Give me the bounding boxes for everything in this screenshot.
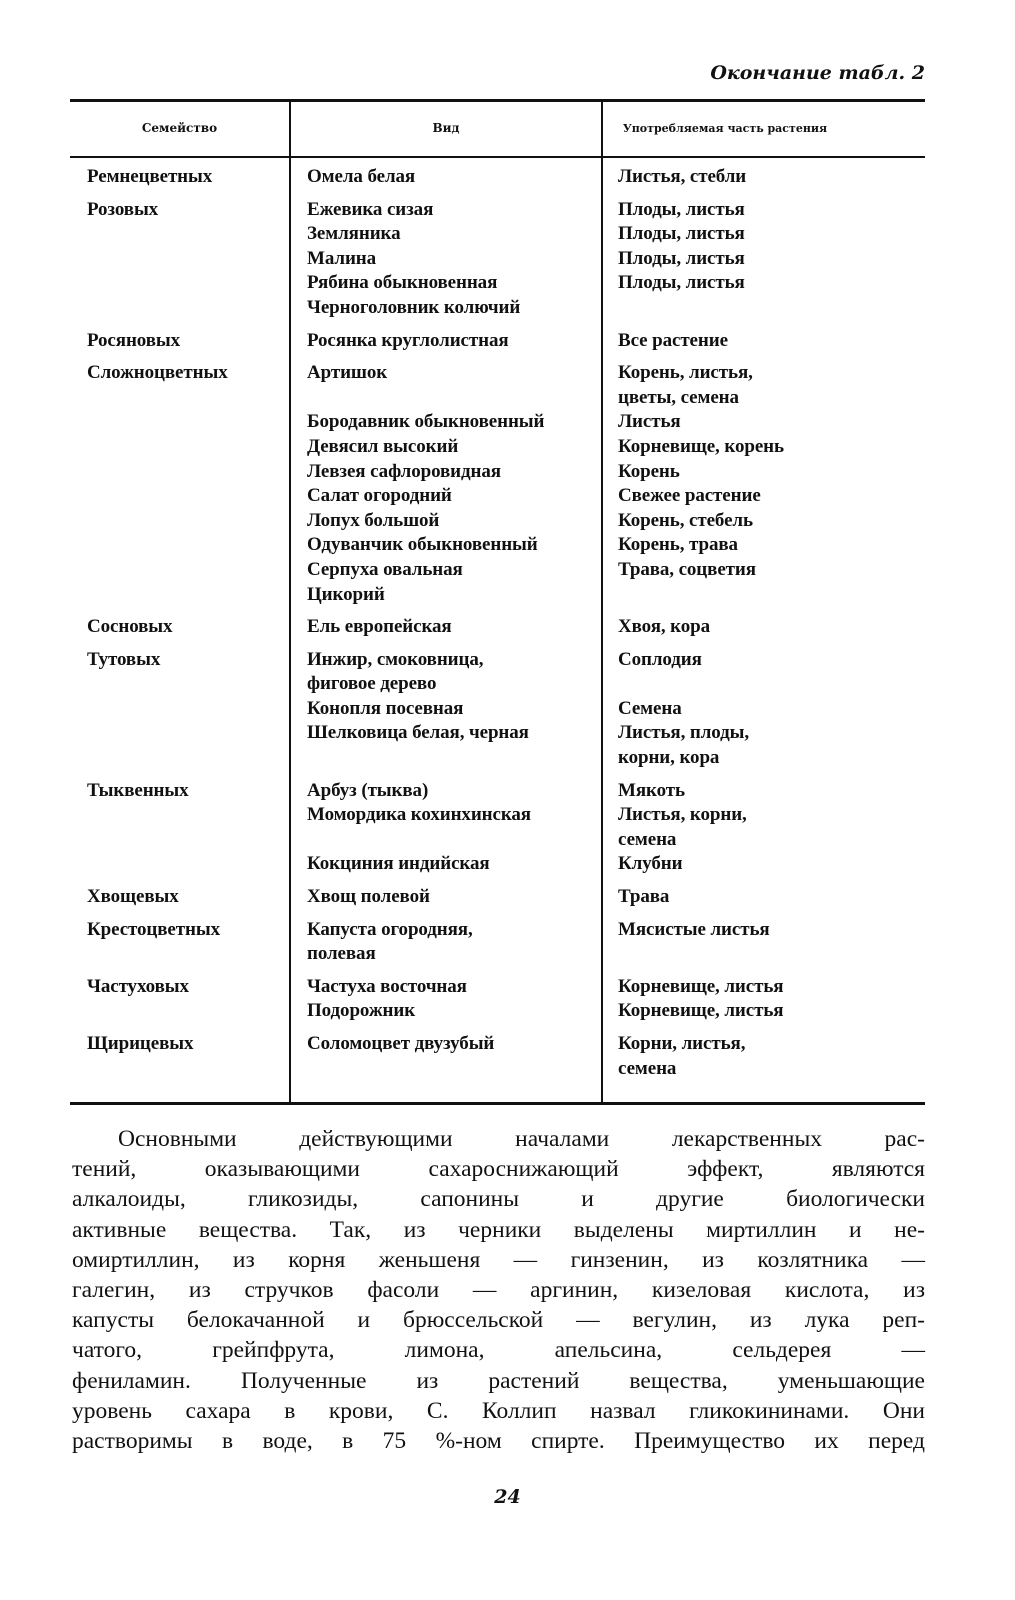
species-cell xyxy=(307,615,597,640)
table-row xyxy=(70,697,925,722)
species-cell xyxy=(307,533,597,558)
part-cell xyxy=(618,803,918,852)
species-cell xyxy=(307,852,597,877)
part-line: Свежее растение xyxy=(618,485,761,507)
part-cell xyxy=(618,198,918,223)
part-line: Плоды, листья xyxy=(618,272,745,294)
table-row xyxy=(70,296,925,321)
part-cell xyxy=(618,852,918,877)
header-family: Семейство xyxy=(141,120,218,135)
species-line: Бородавник обыкновенный xyxy=(307,411,545,433)
part-line: Листья, стебли xyxy=(618,166,747,187)
page-number: 24 xyxy=(494,1486,521,1508)
species-cell xyxy=(307,803,597,828)
part-cell xyxy=(618,697,918,722)
part-cell xyxy=(618,361,918,410)
species-line: Инжир, смоковница, xyxy=(307,648,484,670)
part-line: Корневище, листья xyxy=(618,975,784,997)
species-line: Соломоцвет двузубый xyxy=(307,1033,495,1054)
part-line: Мясистые листья xyxy=(618,918,770,940)
table-bottom-rule xyxy=(70,1102,925,1105)
paragraph-line: уровень сахара в крови, С. Коллип назвал гликокининами. Они xyxy=(72,1397,925,1424)
species-line: Одуванчик обыкновенный xyxy=(307,534,538,556)
species-line: Земляника xyxy=(307,223,401,245)
species-line: Частуха восточная xyxy=(307,975,467,997)
table-row xyxy=(70,271,925,296)
table-row xyxy=(70,484,925,509)
table-body xyxy=(70,165,925,1089)
table-header-rule xyxy=(70,156,925,158)
species-cell xyxy=(307,918,597,967)
table-row xyxy=(70,583,925,608)
species-cell xyxy=(307,165,597,190)
part-cell xyxy=(618,222,918,247)
paragraph-line: омиртиллин, из корня женьшеня — гинзенин, из козлятника — xyxy=(72,1246,925,1273)
part-cell xyxy=(618,329,918,354)
family-cell: Сложноцветных xyxy=(87,362,228,384)
paragraph-line: растворимы в воде, в 75 %-ном спирте. Преимущество их перед xyxy=(72,1428,925,1455)
family-cell: Ремнецветных xyxy=(87,166,213,187)
header-part: Употребляемая часть растения xyxy=(622,121,828,135)
table-row xyxy=(70,509,925,534)
species-line: Цикорий xyxy=(307,583,385,605)
table-row xyxy=(70,615,925,640)
species-cell xyxy=(307,648,597,697)
species-cell xyxy=(307,583,597,608)
part-cell xyxy=(618,533,918,558)
part-cell xyxy=(618,999,918,1024)
species-line: Салат огородний xyxy=(307,485,452,507)
part-cell xyxy=(618,435,918,460)
part-line: Корень, стебель xyxy=(618,509,753,531)
table-row xyxy=(70,165,925,190)
species-cell xyxy=(307,1032,597,1057)
species-line: Ежевика сизая xyxy=(307,198,434,220)
part-cell xyxy=(618,1032,918,1081)
part-line: корни, кора xyxy=(618,747,720,769)
species-line: Росянка круглолистная xyxy=(307,329,509,351)
part-line: Листья, плоды, xyxy=(618,722,750,744)
part-line: Клубни xyxy=(618,853,683,875)
species-line: Конопля посевная xyxy=(307,697,464,719)
species-line: Капуста огородняя, xyxy=(307,918,473,940)
table-row xyxy=(70,885,925,910)
part-line: Соплодия xyxy=(618,648,702,670)
part-line: Корневище, листья xyxy=(618,1000,784,1022)
part-cell xyxy=(618,648,918,673)
part-line: Листья xyxy=(618,411,681,433)
species-line: Малина xyxy=(307,247,377,269)
family-cell: Тутовых xyxy=(87,648,161,670)
table-row xyxy=(70,721,925,770)
species-line: Подорожник xyxy=(307,1000,416,1022)
table-row xyxy=(70,410,925,435)
species-cell xyxy=(307,697,597,722)
paragraph-line: Основными действующими началами лекарственных рас- xyxy=(118,1126,925,1152)
part-line: Корень, листья, xyxy=(618,362,753,384)
table-row xyxy=(70,803,925,852)
body-paragraph xyxy=(72,1124,925,1456)
species-cell xyxy=(307,247,597,272)
part-cell xyxy=(618,165,918,190)
part-line: Корень, трава xyxy=(618,534,738,556)
part-line: Плоды, листья xyxy=(618,223,745,245)
part-line: Семена xyxy=(618,697,682,719)
table-row xyxy=(70,975,925,1000)
part-cell xyxy=(618,509,918,534)
table-row xyxy=(70,648,925,697)
family-cell: Щирицевых xyxy=(87,1033,194,1054)
species-cell xyxy=(307,558,597,583)
part-line: Мякоть xyxy=(618,779,685,801)
species-cell xyxy=(307,435,597,460)
part-cell xyxy=(618,410,918,435)
part-line: Корни, листья, xyxy=(618,1033,746,1054)
part-line: Листья, корни, xyxy=(618,804,747,826)
paragraph-line: активные вещества. Так, из черники выделены миртиллин и не- xyxy=(72,1216,925,1243)
species-cell xyxy=(307,460,597,485)
species-line: Арбуз (тыква) xyxy=(307,779,429,801)
part-line: Трава, соцветия xyxy=(618,558,756,580)
part-cell xyxy=(618,460,918,485)
part-line: Корневище, корень xyxy=(618,435,784,457)
table-row xyxy=(70,779,925,804)
species-line: Момордика кохинхинская xyxy=(307,804,531,826)
table-row xyxy=(70,329,925,354)
part-line: Хвоя, кора xyxy=(618,616,711,638)
part-line: Плоды, листья xyxy=(618,247,745,269)
species-cell xyxy=(307,509,597,534)
table-row xyxy=(70,460,925,485)
table-row xyxy=(70,558,925,583)
table-row xyxy=(70,1032,925,1081)
species-line: фиговое дерево xyxy=(307,673,437,695)
species-cell xyxy=(307,484,597,509)
species-cell xyxy=(307,410,597,435)
family-cell: Тыквенных xyxy=(87,779,189,801)
part-cell xyxy=(618,484,918,509)
species-line: Лопух большой xyxy=(307,509,440,531)
species-cell xyxy=(307,885,597,910)
header-species: Вид xyxy=(432,120,460,135)
part-cell xyxy=(618,975,918,1000)
part-cell xyxy=(618,615,918,640)
plants-table xyxy=(70,99,925,1107)
table-row xyxy=(70,247,925,272)
species-cell xyxy=(307,222,597,247)
paragraph-line: галегин, из стручков фасоли — аргинин, кизеловая кислота, из xyxy=(72,1277,925,1304)
species-cell xyxy=(307,779,597,804)
species-cell xyxy=(307,975,597,1000)
paragraph-line: капусты белокачанной и брюссельской — вегулин, из лука реп- xyxy=(72,1307,925,1334)
species-line: Хвощ полевой xyxy=(307,886,430,908)
species-cell xyxy=(307,999,597,1024)
part-line: семена xyxy=(618,828,677,850)
paragraph-line: алкалоиды, гликозиды, сапонины и другие биологически xyxy=(72,1186,925,1213)
part-line: Корень xyxy=(618,460,680,482)
table-caption: Окончание табл. 2 xyxy=(710,62,925,84)
species-line: Кокциния индийская xyxy=(307,853,490,875)
species-cell xyxy=(307,271,597,296)
family-cell: Росяновых xyxy=(87,329,181,351)
part-line: семена xyxy=(618,1057,677,1079)
family-cell: Розовых xyxy=(87,198,159,220)
species-cell xyxy=(307,361,597,386)
paragraph-line: чатого, грейпфрута, лимона, апельсина, сельдерея — xyxy=(72,1337,925,1364)
family-cell: Сосновых xyxy=(87,616,173,638)
species-cell xyxy=(307,198,597,223)
species-line: Девясил высокий xyxy=(307,435,459,457)
table-row xyxy=(70,999,925,1024)
part-cell xyxy=(618,918,918,943)
species-line: Левзея сафлоровидная xyxy=(307,460,501,482)
species-cell xyxy=(307,721,597,746)
species-line: Ель европейская xyxy=(307,616,452,638)
part-line: Трава xyxy=(618,886,670,908)
species-cell xyxy=(307,329,597,354)
table-row xyxy=(70,918,925,967)
part-line: Плоды, листья xyxy=(618,198,745,220)
part-line: Все растение xyxy=(618,329,728,351)
table-row xyxy=(70,198,925,223)
paragraph-line: тений, оказывающими сахароснижающий эффект, являются xyxy=(72,1156,925,1183)
table-row xyxy=(70,222,925,247)
part-cell xyxy=(618,885,918,910)
part-cell xyxy=(618,247,918,272)
species-line: Черноголовник колючий xyxy=(307,296,521,318)
table-row xyxy=(70,533,925,558)
part-line: цветы, семена xyxy=(618,386,739,408)
paragraph-line: фениламин. Полученные из растений вещества, уменьшающие xyxy=(72,1367,925,1394)
family-cell: Крестоцветных xyxy=(87,918,220,940)
family-cell: Хвощевых xyxy=(87,886,179,908)
species-line: Рябина обыкновенная xyxy=(307,272,498,294)
species-line: полевая xyxy=(307,943,376,965)
part-cell xyxy=(618,558,918,583)
table-top-rule xyxy=(70,99,925,102)
species-line: Артишок xyxy=(307,362,388,384)
species-line: Шелковица белая, черная xyxy=(307,722,529,744)
table-row xyxy=(70,852,925,877)
part-cell xyxy=(618,779,918,804)
family-cell: Частуховых xyxy=(87,975,189,997)
table-row xyxy=(70,435,925,460)
part-cell xyxy=(618,271,918,296)
species-line: Омела белая xyxy=(307,166,416,187)
table-row xyxy=(70,361,925,410)
species-line: Серпуха овальная xyxy=(307,558,463,580)
species-cell xyxy=(307,296,597,321)
part-cell xyxy=(618,721,918,770)
